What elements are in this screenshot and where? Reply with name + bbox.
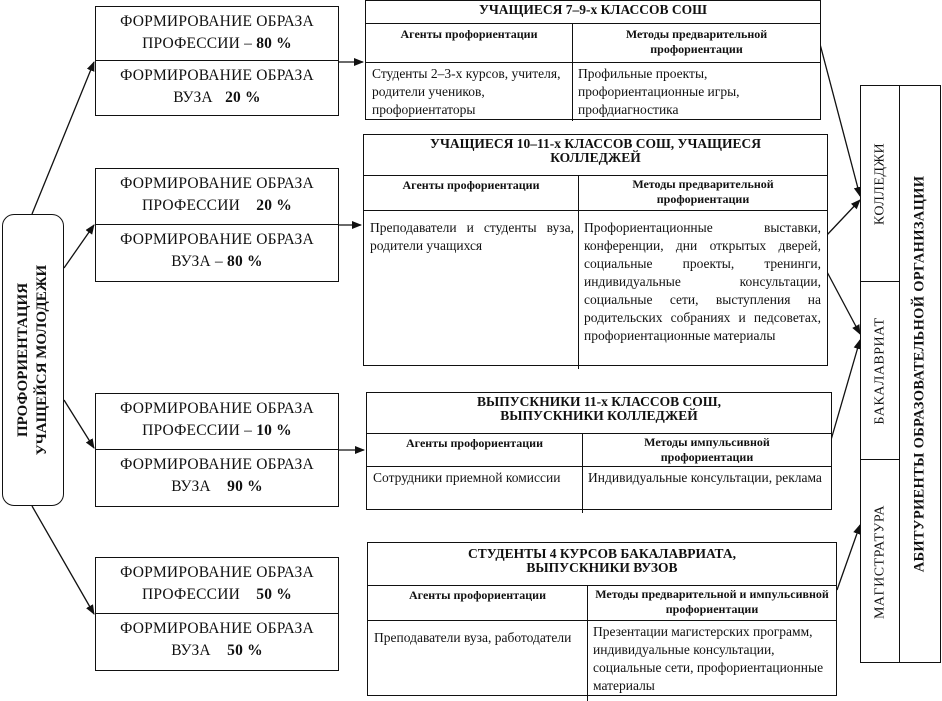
table-2-agents: Преподаватели и студенты вуза, родители учащихся [364,211,579,369]
image-box-1-bottom: ФОРМИРОВАНИЕ ОБРАЗА ВУЗА 20 % [120,67,314,106]
image-box-1 [95,6,339,116]
table-3-header: Агенты профориентации Методы импульсивной профориентации [367,434,831,467]
table-grades-7-9 [365,0,821,120]
table-3-agents: Сотрудники приемной комиссии [367,467,583,513]
table-3-title: ВЫПУСКНИКИ 11-х КЛАССОВ СОШ, ВЫПУСКНИКИ КОЛЛЕДЖЕЙ [367,393,831,434]
table-bachelor-graduates [367,542,837,696]
table-1-agents: Студенты 2–3-х курсов, учителя, родители учеников, профориентаторы [366,63,573,121]
image-box-3-top: ФОРМИРОВАНИЕ ОБРАЗА ПРОФЕССИИ – 10 % [96,394,338,450]
applicants-main: АБИТУРИЕНТЫ ОБРАЗОВАТЕЛЬНОЙ ОРГАНИЗАЦИИ [911,175,928,573]
table-4-header: Агенты профориентации Методы предварительной и импульсивной профориентации [368,586,836,621]
table-2-body [364,211,827,369]
arrow-table4-to-magistracy [837,525,860,590]
table-2-title: УЧАЩИЕСЯ 10–11-х КЛАССОВ СОШ, УЧАЩИЕСЯ КОЛЛЕДЖЕЙ [364,135,827,176]
table-4-agents: Преподаватели вуза, работодатели [368,621,588,701]
table-4-methods: Презентации магистерских программ, индивидуальные консультации, социальные сети, профориентационные материалы [593,624,824,693]
root-line1: ПРОФОРИЕНТАЦИЯ [15,282,31,438]
image-box-3-bottom: ФОРМИРОВАНИЕ ОБРАЗА ВУЗА 90 % [120,456,314,495]
table-graduates-11 [366,392,832,510]
program-levels [861,86,900,662]
table-grades-10-11 [363,134,828,366]
root-label [14,265,52,455]
table-1-methods: Профильные проекты, профориентационные игры, профдиагностика [578,66,740,117]
arrow-root-to-box1 [32,62,94,214]
table-1-header: Агенты профориентации Методы предварительной профориентации [366,24,820,63]
arrow-table3-to-bachelor [831,340,860,440]
arrow-table2-to-colleges [826,200,860,236]
segment-magistracy: МАГИСТРАТУРА [872,504,888,620]
arrow-root-to-box2 [64,225,94,268]
arrow-root-to-box4 [32,506,94,614]
image-box-1-top: ФОРМИРОВАНИЕ ОБРАЗА ПРОФЕССИИ – 80 % [96,7,338,61]
segment-bachelor: БАКАЛАВРИАТ [861,282,899,460]
table-2-methods: Профориентационные выставки, конференции, дни открытых дверей, социальные проекты, тренинги, индивидуальные консультации, социальные сети, выступления на родительских собраниях и педсоветах, профориентационные материалы [584,220,821,343]
table-3-body [367,467,831,513]
image-box-2 [95,168,339,282]
root-box [2,214,64,506]
root-line2: УЧАЩЕЙСЯ МОЛОДЕЖИ [34,264,50,456]
image-box-4 [95,557,339,671]
table-1-body [366,63,820,121]
image-box-2-top: ФОРМИРОВАНИЕ ОБРАЗА ПРОФЕССИИ 20 % [96,169,338,225]
image-box-4-top: ФОРМИРОВАНИЕ ОБРАЗА ПРОФЕССИИ 50 % [96,558,338,614]
arrow-root-to-box3 [64,400,94,448]
table-2-header: Агенты профориентации Методы предварительной профориентации [364,176,827,211]
table-4-body [368,621,836,701]
image-box-2-bottom: ФОРМИРОВАНИЕ ОБРАЗА ВУЗА – 80 % [120,231,314,270]
table-1-title: УЧАЩИЕСЯ 7–9-х КЛАССОВ СОШ [366,1,820,24]
image-box-4-bottom: ФОРМИРОВАНИЕ ОБРАЗА ВУЗА 50 % [120,620,314,659]
arrow-table2-to-bachelor [826,270,860,334]
segment-colleges: КОЛЛЕДЖИ [861,86,899,282]
table-4-title: СТУДЕНТЫ 4 КУРСОВ БАКАЛАВРИАТА, ВЫПУСКНИКИ ВУЗОВ [368,543,836,586]
applicants-panel [860,85,941,663]
table-3-methods: Индивидуальные консультации, реклама [588,470,822,485]
image-box-3 [95,393,339,507]
